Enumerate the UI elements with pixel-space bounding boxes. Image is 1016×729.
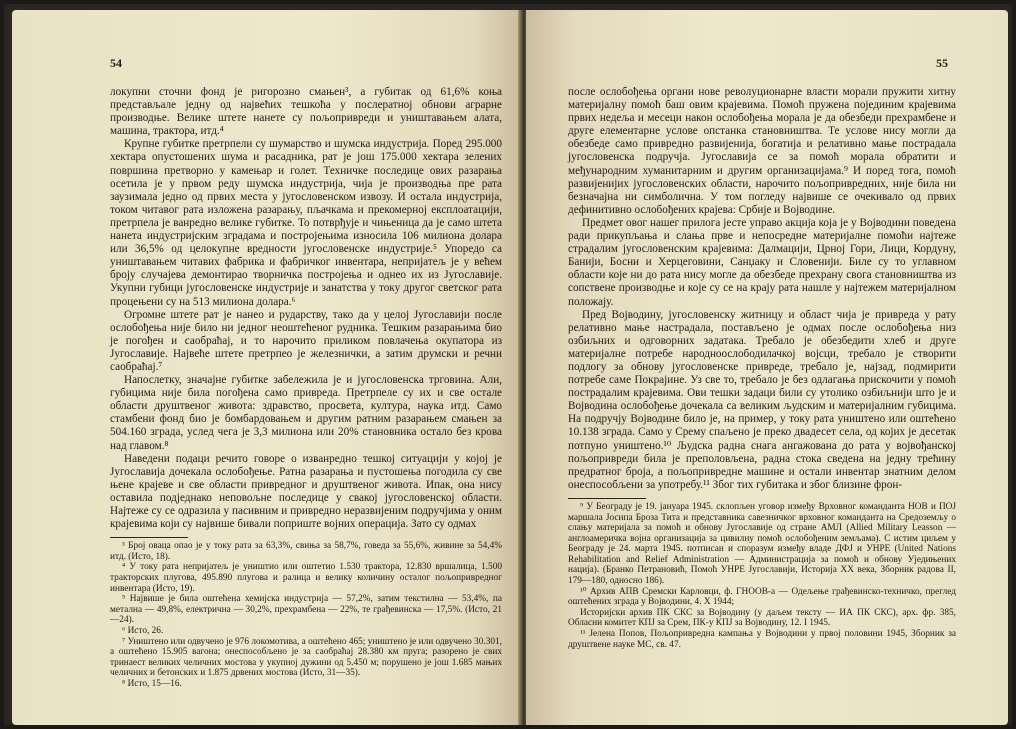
footnote: Историјски архив ПК СКС за Војводину (у даљем тексту — ИА ПК СКС), арх. фр. 385, Обласни комитет КПЈ за Срем, ПК-у КПЈ за Војводину, 12. I 1945. <box>568 607 956 629</box>
book-spread <box>4 4 1012 725</box>
footnote: ⁷ Уништено или одвучено је 976 локомотива, а оштећено 465; уништено је или одвучено 30.301, а оштећено 15.905 вагона; онеспособљено је за саобраћај 28.380 км пруга; разорено је свих тринаест великих челичних мостова у укупној дужини од 5.450 м; порушено је још 1.685 мањих челичних и бетонских и 1.875 дрвених мостова (Исто, 31—35). <box>110 636 503 679</box>
footnotes <box>110 541 502 689</box>
footnote: ⁵ Највише је била оштећена хемијска индустрија — 57,2%, затим текстилна — 53,4%, па метална — 49,8%, електрична — 30,2%, прехрамбена — 22%, те грађевинска — 17,5%. (Исто, 21—24). <box>110 594 502 626</box>
paragraph: Предмет овог нашег прилога јесте управо акција која је у Војводини поведена ради прикупљања и слања прве и непосредне материјалне помоћи најтеже страдалим југословенским крајевима: Далмацији, Црној Гори, Лици, Кордуну, Банији, Босни и Херцеговини, Санџаку и Словенији. Биле су то углавном области које ни до рата нису могле да обезбеде прехрану свога становништва из сопствене производње и које су се на крају рата нашле у најтежем материјалном положају. <box>568 216 956 308</box>
page-number: 54 <box>110 56 122 70</box>
footnote: ³ Број оваца опао је у току рата за 63,3%, свиња за 58,7%, говеда за 55,6%, живине за 54,4% итд. (Исто, 18). <box>110 541 502 562</box>
footnote: ⁹ У Београду је 19. јануара 1945. склопљен уговор између Врховног команданта НОВ и ПОЈ маршала Јосипа Броза Тита и представника савезничког врховног команданта на Средоземљу о слању материјала за помоћ и обнову Југославије од стране АМЛ (Allied Military Leasson — англоамеричка војна организација за цивилну помоћ ослобођеним земљама). С истим циљем у Београду је 24. марта 1945. потписан и споразум између владе ДФЈ и УНРЕ (United Nations Rehabilitation and Relief Administration — Администрација за помоћ и обнову Уједињених нација). (Бранко Петрановић, Помоћ УНРЕ Југославији, Историја XX века, Зборник радова II, 179—180, односно 186). <box>568 501 956 587</box>
left-page-text <box>110 86 502 690</box>
footnote: ¹⁰ Архив АПВ Сремски Карловци, ф. ГНООВ-а — Одељење грађевинско-техничко, преглед оштећених зграда у Војводини, 4. X 1944; <box>568 586 956 608</box>
paragraph: Напослетку, значајне губитке забележила је и југословенска трговина. Али, губицима није била погођена само привреда. Претрпеле су их и све остале области друштвеног живота: здравство, просвета, култура, наука итд. Само стамбени фонд био је бомбардовањем и другим ратним разарањем смањен за 504.160 зграда, услед чега је 3,3 милиона или 20% становника остало без крова над главом.⁸ <box>110 374 502 452</box>
paragraph: локупни сточни фонд је ригорозно смањен³, а губитак од 61,6% коња представљале једну од највећих тешкоћа у послератној обнови аграрне производње. Велике штете нанете су пољопривреди и уништавањем алата, машина, трактора, итд.⁴ <box>110 86 502 138</box>
paragraph: Пред Војводину, југословенску житницу и област чија је привреда у рату релативно мање настрадала, постављено је одмах после ослобођења низ озбиљних и одговорних задатака. Требало је обезбедити хлеб и друге материјалне потребе народноослободилачкој војсци, требало је створити подлогу за обнову југословенске привреде, требало је, најзад, подмирити потребе саме Покрајине. Уз све то, требало је без одлагања прискочити у помоћ пострадалим крајевима. Ови тешки задаци били су утолико озбиљнији што је и Војводина ослобођење дочекала са великим људским и материјалним губицима. На подручју Војводине било је, на пример, у току рата уништено или оштећено 10.138 зграда. Само у Срему спаљено је преко двадесет села, од којих је десетак потпуно уништено.¹⁰ Људска радна снага ангажована до рата у војвођанској пољопривреди била је преполовљена, радна стока сведена на једну трећину предратног броја, а пољопривредне машине и остали инвентар знатним делом онеспособљени за употребу.¹¹ Због тих губитака и због близине фрон- <box>568 308 956 491</box>
footnote-divider <box>568 498 646 499</box>
footnote: ¹¹ Јелена Попов, Пољопривредна кампања у Војводини у првој половини 1945, Зборник за друштвене науке МС, св. 47. <box>568 629 956 650</box>
footnote: ⁸ Исто, 15—16. <box>122 678 182 689</box>
footnote: ⁶ Исто, 26. <box>122 625 164 636</box>
right-page-text <box>568 86 956 650</box>
footnotes <box>568 502 956 650</box>
paragraph: Огромне штете рат је нанео и рударству, тако да у целој Југославији после ослобођења није било ни једног неоштећеног рудника. Тешким разарањима био је погођен и саобраћај, и то нарочито приликом повлачења окупатора из Југославије. Највеће штете претрпео је железнички, а затим друмски и речни саобраћај.⁷ <box>110 308 502 373</box>
footnote: ⁴ У току рата непријатељ је уништио или оштетио 1.530 трактора, 12.830 вршалица, 1.500 тракторских плугова, 495.890 плугова и ралица и велику количину осталог пољопривредног инвентара (Исто, 19). <box>110 562 502 594</box>
left-page <box>12 10 522 725</box>
page-number: 55 <box>936 56 948 70</box>
footnote-divider <box>110 537 188 538</box>
paragraph: Наведени подаци речито говоре о изванредно тешкој ситуацији у којој је Југославија дочекала ослобођење. Ратна разарања и пустошења погодила су све њене крајеве и све области привредног и друштвеног живота. Ипак, она нису оставила подједнако неповољне последице у свакој југословенској области. Најтеже су се одразила у пасивним и привредно неразвијеним подручјима у оним крајевима који су највише бивали поприште војних операција. Зато су одмах <box>110 452 502 531</box>
paragraph: после ослобођења органи нове револуционарне власти морали пружити хитну материјалну помоћ баш овим крајевима. Помоћ пружена појединим крајевима првих недеља и месеци након ослобођења морала је да обезбеди прехрамбене и друге елементарне услове опстанка становништва. Те услове нису могли да обезбеде само привредно развијенија, богатија и релативно мање пострадала југословенска подручја. Југославија се за помоћ морала обратити и међународним хуманитарним и другим организацијама.⁹ И поред тога, помоћ развијенијих југословенских области, нарочито пољопривредних, није била ни безначајна ни симболична. У том погледу највише се очекивало од првих дефинитивно ослобођених крајева: Србије и Војводине. <box>568 86 956 216</box>
paragraph: Крупне губитке претрпели су шумарство и шумска индустрија. Поред 295.000 хектара опустошених шума и расадника, рат је још 175.000 хектара зелених површина претворио у камењар и голет. Техничке последице ових разарања осетила је у првом реду шумска индустрија, чија је производња пре рата заузимала једно од првих места у југословенском извозу. И остала индустрија, током читавог рата изложена разарању, пљачкама и прекомерној експлоатацији, претрпела је ванредно велике губитке. То потврђује и чињеница да је само штета нанета индустријским зградама и постројењима износила 106 милиона долара или 36,5% од целокупне вредности југословенске индустрије.⁵ Упоредо са уништавањем читавих фабрика и фабричког инвентара, непријатељ је у већем броју случајева демонтирао творничка постројења и однео их из Југославије. Укупни губици југословенске индустрије и занатства у току другог светског рата процењени су на 513 милиона долара.⁶ <box>110 138 502 308</box>
right-page <box>526 10 1008 725</box>
